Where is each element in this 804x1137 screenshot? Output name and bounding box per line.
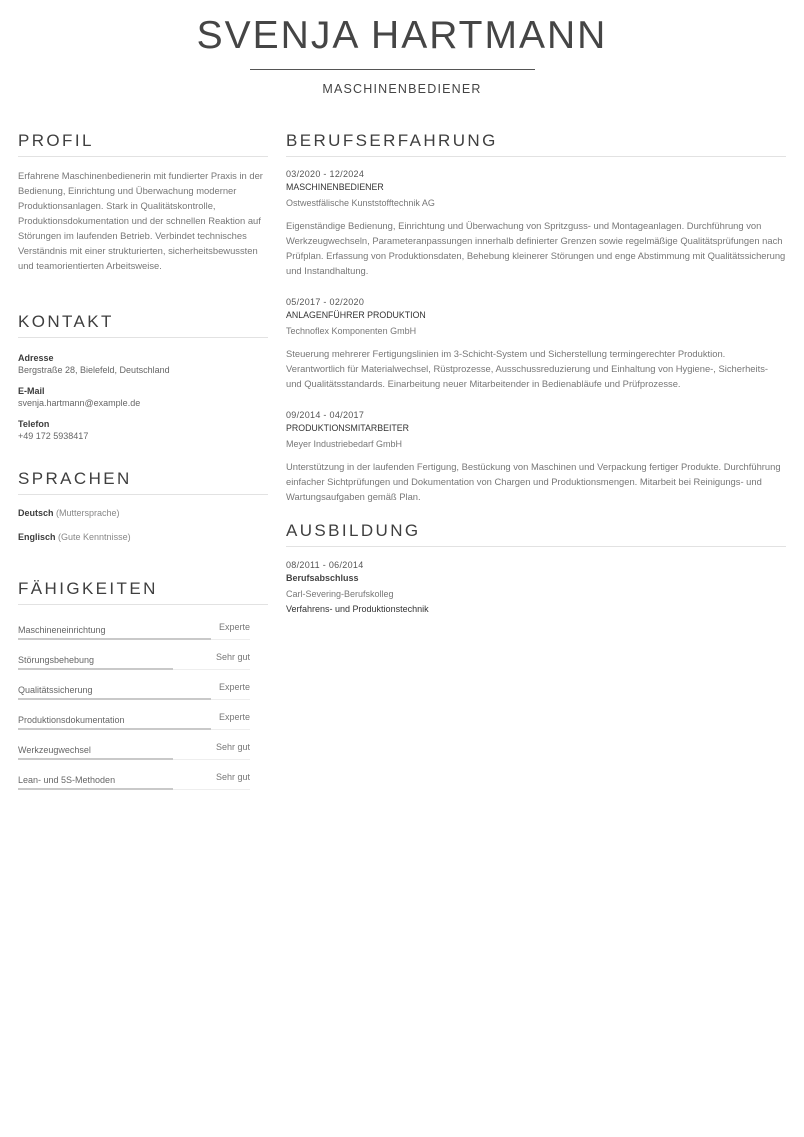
contact-value[interactable]: svenja.hartmann@example.de xyxy=(18,398,141,408)
skill-item xyxy=(18,670,250,700)
education-degree: Berufsabschluss xyxy=(286,573,359,583)
entry-date: 09/2014 - 04/2017 xyxy=(286,410,365,420)
contact-phone xyxy=(18,419,268,442)
experience-entry xyxy=(286,297,786,391)
experience-heading: BERUFSERFAHRUNG xyxy=(286,131,786,157)
contact-label: E-Mail xyxy=(18,386,45,396)
skill-name: Lean- und 5S-Methoden xyxy=(18,775,116,785)
entry-company: Ostwestfälische Kunststofftechnik AG xyxy=(286,198,435,208)
language-level: (Muttersprache) xyxy=(56,508,120,518)
skill-item xyxy=(18,700,250,730)
languages-heading: SPRACHEN xyxy=(18,469,268,495)
skill-bar-fill xyxy=(18,788,173,790)
language-level: (Gute Kenntnisse) xyxy=(58,532,131,542)
job-title: MASCHINENBEDIENER xyxy=(322,82,482,96)
skill-item xyxy=(18,730,250,760)
skill-item xyxy=(18,760,250,790)
entry-date: 08/2011 - 06/2014 xyxy=(286,560,364,570)
contact-label: Telefon xyxy=(18,419,50,429)
languages-section xyxy=(18,469,268,542)
entry-description: Steuerung mehrerer Fertigungslinien im 3-Schicht-System und Sicherstellung termingerechter Produktion. Verantwortlich für Materialwechsel, Rüstprozesse, Ausschussreduzierung und Einhaltung von Hygiene-, Sicherheits- und Qualitätsstandards. Einarbeitung neuer Mitarbeitender in Bedienabläufe und Prüfprozesse. xyxy=(286,348,769,389)
skills-heading: FÄHIGKEITEN xyxy=(18,579,268,605)
skill-level: Experte xyxy=(218,712,250,722)
skill-level: Experte xyxy=(218,682,250,692)
skill-name: Qualitätssicherung xyxy=(18,685,93,695)
skill-level: Experte xyxy=(218,622,250,632)
skill-name: Produktionsdokumentation xyxy=(18,715,125,725)
education-entry xyxy=(286,560,786,615)
skills-section xyxy=(18,579,268,785)
skill-name: Maschineneinrichtung xyxy=(18,625,106,635)
experience-entry xyxy=(286,169,786,278)
profile-text: Erfahrene Maschinenbedienerin mit fundierter Praxis in der Bedienung, Einrichtung und Überwachung moderner Produktionsanlagen. Stark in Qualitätskontrolle, Produktionsdokumentation und der schnellen Reaktion auf Störungen im laufenden Betrieb. Verbindet technisches Verständnis mit einer strukturierten, sicherheitsbewussten und teamorientierten Arbeitsweise. xyxy=(18,170,263,271)
profile-heading: PROFIL xyxy=(18,131,268,157)
contact-section xyxy=(18,312,268,441)
experience-entry xyxy=(286,410,786,504)
contact-value: +49 172 5938417 xyxy=(18,431,89,441)
language-name: Deutsch xyxy=(18,508,54,518)
entry-company: Technoflex Komponenten GmbH xyxy=(286,326,417,336)
skill-name: Werkzeugwechsel xyxy=(18,745,91,755)
language-item xyxy=(18,508,120,519)
entry-description: Unterstützung in der laufenden Fertigung, Bestückung von Maschinen und Verpackung fertiger Produkte. Durchführung einfacher Sichtprüfungen und Dokumentation von Chargen und Produktionsmengen. Mitarbeit bei Reinigungs- und Wartungsaufgaben gemäß Plan. xyxy=(286,461,781,502)
candidate-name: SVENJA HARTMANN xyxy=(196,14,608,57)
education-heading: AUSBILDUNG xyxy=(286,521,786,547)
contact-heading: KONTAKT xyxy=(18,312,268,338)
contact-email xyxy=(18,386,268,409)
entry-company: Meyer Industriebedarf GmbH xyxy=(286,439,403,449)
profile-section xyxy=(18,131,268,273)
skill-name: Störungsbehebung xyxy=(18,655,95,665)
language-name: Englisch xyxy=(18,532,56,542)
entry-date: 03/2020 - 12/2024 xyxy=(286,169,365,179)
skill-item xyxy=(18,610,250,640)
language-item xyxy=(18,532,131,543)
contact-label: Adresse xyxy=(18,353,54,363)
skill-level: Sehr gut xyxy=(215,652,250,662)
entry-description: Eigenständige Bedienung, Einrichtung und Überwachung von Spritzguss- und Montageanlagen. Durchführung von Werkzeugwechseln, Parameteranpassungen innerhalb definierter Grenzen sowie regelmäßige Qualitätsprüfungen nach Prüfplan. Erfassung von Produktionsdaten, Behebung kleinerer Störungen und enge Abstimmung mit Qualitätssicherung und Instandhaltung. xyxy=(286,220,786,276)
skill-item xyxy=(18,640,250,670)
contact-value: Bergstraße 28, Bielefeld, Deutschland xyxy=(18,365,170,375)
education-field: Verfahrens- und Produktionstechnik xyxy=(286,604,429,614)
experience-section xyxy=(286,131,786,502)
entry-role: PRODUKTIONSMITARBEITER xyxy=(286,423,410,433)
contact-address xyxy=(18,353,268,376)
skill-level: Sehr gut xyxy=(215,742,250,752)
education-school: Carl-Severing-Berufskolleg xyxy=(286,589,394,599)
entry-role: MASCHINENBEDIENER xyxy=(286,182,384,192)
name-divider xyxy=(250,69,535,70)
skill-level: Sehr gut xyxy=(215,772,250,782)
entry-role: ANLAGENFÜHRER PRODUKTION xyxy=(286,310,426,320)
education-section xyxy=(286,521,786,614)
entry-date: 05/2017 - 02/2020 xyxy=(286,297,365,307)
